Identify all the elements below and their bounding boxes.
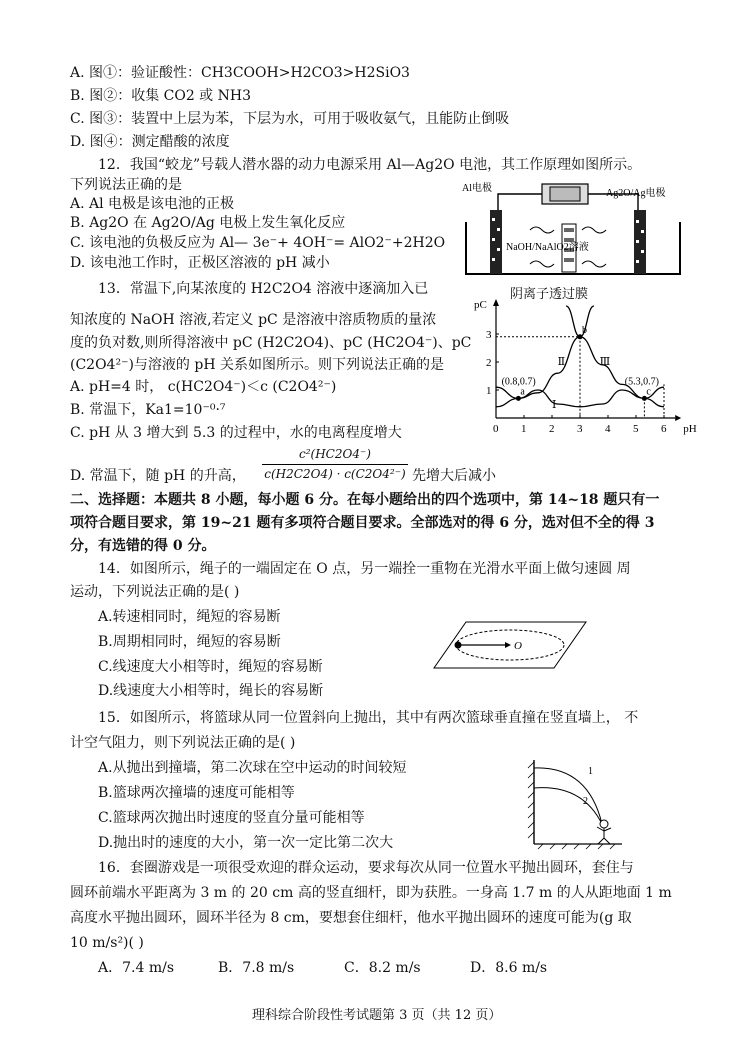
point-name-label: c bbox=[646, 386, 651, 398]
y-axis-label: pC bbox=[474, 299, 487, 311]
q12-stem-2: 下列说法正确的是 bbox=[70, 177, 182, 193]
q13-option-a: A. pH=4 时， c(HC2O4⁻)＜c (C2O4²⁻) bbox=[70, 379, 337, 395]
q14-option-a: A.转速相同时，绳短的容易断 bbox=[98, 609, 281, 625]
x-axis-label: pH bbox=[683, 423, 697, 435]
y-tick-label: 3 bbox=[486, 329, 492, 341]
al-electrode-label: Al电极 bbox=[462, 183, 492, 194]
q13-option-c: C. pH 从 3 增大到 5.3 的过程中，水的电离程度增大 bbox=[70, 425, 402, 441]
section2-line-1: 二、选择题：本题共 8 小题，每小题 6 分。在每小题给出的四个选项中，第 14~18 题只有一 bbox=[70, 492, 660, 508]
q13-option-d-suffix: 先增大后减小 bbox=[412, 468, 496, 484]
q13-stem-2: 知浓度的 NaOH 溶液,若定义 pC 是溶液中溶质物质的量浓 bbox=[70, 312, 437, 328]
trajectory-2-label: 2 bbox=[583, 796, 588, 807]
basketball-figure bbox=[524, 758, 624, 850]
membrane-caption: 阴离子透过膜 bbox=[510, 287, 589, 302]
q15-stem-1: 15．如图所示，将篮球从同一位置斜向上抛出，其中有两次篮球垂直撞在竖直墙上， 不 bbox=[98, 710, 639, 726]
q12-option-c: C. 该电池的负极反应为 Al— 3e⁻+ 4OH⁻= AlO2⁻+2H2O bbox=[70, 235, 446, 251]
q13-fraction-bar bbox=[262, 464, 408, 465]
point-o-label: O bbox=[514, 640, 522, 652]
q11-option-c: C. 图③：装置中上层为苯，下层为水，可用于吸收氨气，且能防止倒吸 bbox=[70, 111, 510, 127]
series-label: Ⅲ bbox=[599, 355, 611, 368]
q11-option-d: D. 图④：测定醋酸的浓度 bbox=[70, 134, 230, 150]
q16-stem-4: 10 m/s²)( ) bbox=[70, 935, 144, 951]
q11-option-b: B. 图②：收集 CO2 或 NH3 bbox=[70, 88, 252, 104]
q16-option-d: D．8.6 m/s bbox=[470, 960, 548, 976]
solution-label: NaOH/NaAlO2溶液 bbox=[506, 242, 589, 253]
x-tick-label: 1 bbox=[521, 423, 527, 435]
section2-line-3: 分，有选错的得 0 分。 bbox=[70, 538, 216, 554]
circular-motion-figure bbox=[432, 618, 588, 672]
q15-option-d: D.抛出时的速度的大小，第一次一定比第二次大 bbox=[98, 835, 394, 851]
q12-option-d: D. 该电池工作时，正极区溶液的 pH 减小 bbox=[70, 255, 330, 271]
series-label: Ⅰ bbox=[552, 399, 557, 412]
q14-option-b: B.周期相同时，绳短的容易断 bbox=[98, 634, 281, 650]
q11-option-a: A. 图①：验证酸性：CH3COOH>H2CO3>H2SiO3 bbox=[70, 65, 410, 81]
q13-stem-3: 度的负对数,则所得溶液中 pC (H2C2O4)、pC (HC2O4⁻)、pC bbox=[70, 335, 472, 351]
q15-option-c: C.篮球两次抛出时速度的竖直分量可能相等 bbox=[98, 810, 365, 826]
point-c-coord-label: (5.3,0.7) bbox=[624, 376, 659, 388]
x-tick-label: 2 bbox=[549, 423, 555, 435]
q15-stem-2: 计空气阻力，则下列说法正确的是( ) bbox=[70, 735, 296, 751]
q13-option-b: B. 常温下，Ka1=10⁻⁰·⁷ bbox=[70, 402, 226, 418]
q16-stem-1: 16．套圈游戏是一项很受欢迎的群众运动，要求每次从同一位置水平抛出圆环，套住与 bbox=[98, 860, 634, 876]
q12-option-b: B. Ag2O 在 Ag2O/Ag 电极上发生氧化反应 bbox=[70, 215, 346, 231]
q16-option-c: C．8.2 m/s bbox=[344, 960, 421, 976]
q14-stem-2: 运动，下列说法正确的是( ) bbox=[70, 584, 240, 600]
q14-option-d: D.线速度大小相等时，绳长的容易断 bbox=[98, 683, 324, 699]
q13-stem-4: (C2O4²⁻)与溶液的 pH 关系如图所示。则下列说法正确的是 bbox=[70, 357, 444, 373]
q15-option-a: A.从抛出到撞墙，第二次球在空中运动的时间较短 bbox=[98, 760, 407, 776]
q14-option-c: C.线速度大小相等时，绳短的容易断 bbox=[98, 659, 323, 675]
x-tick-label: 0 bbox=[493, 423, 499, 435]
q15-option-b: B.篮球两次撞墙的速度可能相等 bbox=[98, 785, 295, 801]
q13-option-d-prefix: D. 常温下，随 pH 的升高， bbox=[70, 468, 246, 484]
q13-fraction-denominator: c(H2C2O4) · c(C2O4²⁻) bbox=[264, 467, 406, 481]
point-name-label: a bbox=[520, 386, 525, 398]
q13-stem-1: 13．常温下,向某浓度的 H2C2O4 溶液中逐滴加入已 bbox=[98, 281, 429, 297]
point-name-label: b bbox=[582, 324, 587, 336]
x-tick-label: 4 bbox=[605, 423, 611, 435]
q12-stem-1: 12．我国“蛟龙”号载人潜水器的动力电源采用 Al—Ag2O 电池，其工作原理如图所示。 bbox=[98, 157, 642, 173]
y-tick-label: 1 bbox=[486, 385, 492, 397]
y-tick-label: 2 bbox=[486, 357, 492, 369]
q14-stem-1: 14．如图所示，绳子的一端固定在 O 点，另一端拴一重物在光滑水平面上做匀速圆 周 bbox=[98, 561, 631, 577]
section2-line-2: 项符合题目要求，第 19~21 题有多项符合题目要求。全部选对的得 6 分，选对但不全的得 3 bbox=[70, 515, 655, 531]
ag2o-electrode-label: Ag2O/Ag电极 bbox=[606, 188, 666, 199]
q16-stem-3: 高度水平抛出圆环，圆环半径为 8 cm，要想套住细杆，他水平抛出圆环的速度可能为(g 取 bbox=[70, 910, 632, 926]
x-tick-label: 3 bbox=[577, 423, 583, 435]
x-tick-label: 6 bbox=[661, 423, 667, 435]
x-tick-label: 5 bbox=[633, 423, 639, 435]
q13-fraction-numerator: c²(HC2O4⁻) bbox=[299, 447, 371, 461]
page-footer: 理科综合阶段性考试题第 3 页（共 12 页） bbox=[252, 1008, 502, 1023]
point-a-coord-label: (0.8,0.7) bbox=[501, 376, 536, 388]
q16-option-a: A．7.4 m/s bbox=[98, 960, 175, 976]
battery-diagram bbox=[458, 178, 690, 302]
series-label: Ⅱ bbox=[557, 355, 566, 368]
q16-stem-2: 圆环前端水平距离为 3 m 的 20 cm 高的竖直细杆，即为获胜。一身高 1.7 m 的人从距地面 1 m bbox=[70, 885, 672, 901]
x-axis-arrow bbox=[675, 415, 681, 421]
q16-option-b: B．7.8 m/s bbox=[218, 960, 295, 976]
trajectory-1-label: 1 bbox=[588, 766, 593, 777]
q12-option-a: A. Al 电极是该电池的正极 bbox=[70, 196, 235, 212]
pc-ph-chart bbox=[474, 299, 712, 444]
